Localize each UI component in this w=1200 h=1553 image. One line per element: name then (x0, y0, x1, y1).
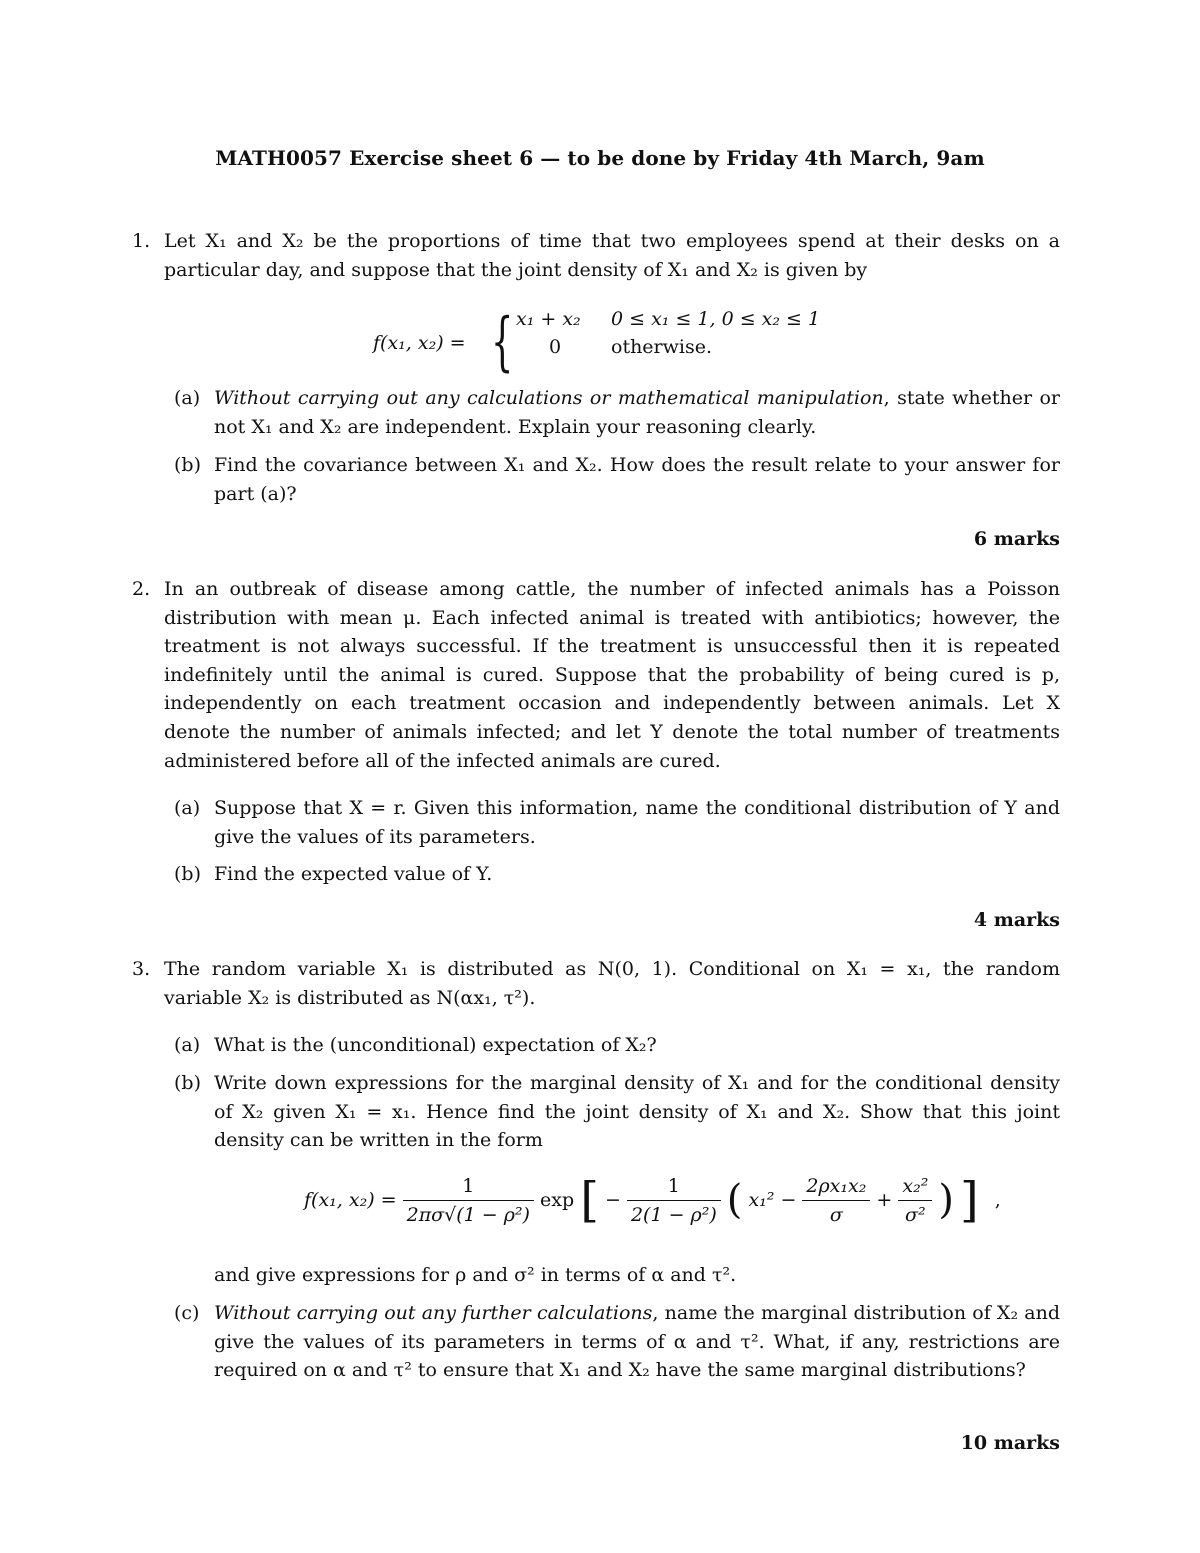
question-number: 3. (132, 958, 151, 980)
fraction-numerator: 1 (403, 1175, 534, 1201)
part-rest: , state whether or not X₁ and X₂ are independent. Explain your reasoning clearly. (214, 387, 1060, 438)
equation-lhs: f(x₁, x₂) = (304, 1189, 397, 1211)
q2-marks: 4 marks (973, 909, 1060, 931)
q3-part-c (174, 1299, 1060, 1385)
fraction-numerator: x₂² (898, 1175, 932, 1201)
part-rest: , name the marginal distribution of X₂ and give the values of its parameters in terms of α and τ². What, if any, restrictions are required on α and τ² to ensure that X₁ and X₂ have the same marginal distributions? (214, 1302, 1061, 1382)
part-text: What is the (unconditional) expectation of X₂? (214, 1034, 657, 1056)
minus-sign: − (780, 1189, 797, 1211)
equation-trailing-comma: , (994, 1189, 1001, 1211)
part-label: (b) (174, 863, 201, 885)
plus-sign: + (876, 1189, 893, 1211)
coefficient-fraction (627, 1175, 721, 1226)
q3-part-a (174, 1031, 1060, 1060)
q1-part-b (174, 451, 1060, 508)
question-2 (132, 575, 1060, 775)
part-label: (a) (174, 797, 201, 819)
exp-function: exp (540, 1189, 575, 1211)
term-x1-squared: x₁² (748, 1189, 775, 1211)
part-text (214, 1299, 1060, 1385)
question-1 (132, 227, 1060, 284)
part-label: (b) (174, 1072, 201, 1094)
fraction-denominator: σ² (905, 1203, 926, 1226)
left-brace: { (491, 305, 514, 379)
x2-term-fraction (898, 1175, 932, 1226)
q3-part-b-continuation (174, 1261, 1060, 1290)
left-bracket: [ (580, 1172, 599, 1228)
case1-condition: 0 ≤ x₁ ≤ 1, 0 ≤ x₂ ≤ 1 (611, 308, 821, 330)
question-text: In an outbreak of disease among cattle, the number of infected animals has a Poisson distribution with mean μ. Each infected animal is treated with antibiotics; however, the treatment is not always successful. If the treatment is unsuccessful then it is repeated indefinitely until the animal is cured. Suppose that the probability of being cured is p, independently on each treatment occasion and independently between animals. Let X denote the number of animals infected; and let Y denote the total number of treatments administered before all of the infected animals are cured. (164, 578, 1060, 772)
q1-part-a (174, 384, 1060, 441)
part-label: (c) (174, 1302, 200, 1324)
q1-marks: 6 marks (973, 528, 1060, 550)
q3-part-b (174, 1069, 1060, 1155)
q2-part-a (174, 794, 1060, 851)
question-number: 1. (132, 230, 151, 252)
question-number: 2. (132, 578, 151, 600)
right-bracket: ] (960, 1172, 979, 1228)
case2-condition: otherwise. (611, 336, 713, 358)
cross-term-fraction (802, 1175, 870, 1226)
left-paren: ( (726, 1177, 743, 1223)
part-emphasis: Without carrying out any further calculations (214, 1302, 653, 1324)
part-text (214, 384, 1060, 441)
right-paren: ) (938, 1177, 954, 1223)
equation-lhs: f(x₁, x₂) = (373, 332, 466, 354)
fraction-denominator: σ (829, 1203, 843, 1226)
page-title: MATH0057 Exercise sheet 6 — to be done by Friday 4th March, 9am (215, 146, 985, 170)
part-label: (a) (174, 1034, 201, 1056)
part-text: and give expressions for ρ and σ² in terms of α and τ². (214, 1264, 737, 1286)
question-text: The random variable X₁ is distributed as N(0, 1). Conditional on X₁ = x₁, the random variable X₂ is distributed as N(αx₁, τ²). (164, 958, 1060, 1009)
fraction-numerator: 2ρx₁x₂ (802, 1175, 870, 1201)
question-text: Let X₁ and X₂ be the proportions of time that two employees spend at their desks on a particular day, and suppose that the joint density of X₁ and X₂ is given by (164, 230, 1060, 281)
fraction-denominator: 2(1 − ρ²) (630, 1203, 717, 1226)
question-3 (132, 955, 1060, 1012)
part-emphasis: Without carrying out any calculations or mathematical manipulation (214, 387, 884, 409)
part-text: Write down expressions for the marginal density of X₁ and for the conditional density of X₂ given X₁ = x₁. Hence find the joint density of X₁ and X₂. Show that this joint density can be written in the form (214, 1072, 1060, 1152)
q3-joint-density-equation (304, 1172, 1001, 1228)
part-text: Find the covariance between X₁ and X₂. How does the result relate to your answer for part (a)? (214, 454, 1060, 505)
q3-marks: 10 marks (960, 1432, 1060, 1454)
minus-sign: − (604, 1189, 621, 1211)
q2-part-b (174, 860, 1060, 889)
normalising-fraction (403, 1175, 534, 1226)
part-text: Suppose that X = r. Given this information, name the conditional distribution of Y and give the values of its parameters. (214, 797, 1060, 848)
fraction-denominator: 2πσ√(1 − ρ²) (406, 1203, 530, 1226)
case1-expression: x₁ + x₂ (516, 308, 581, 330)
part-label: (a) (174, 387, 201, 409)
fraction-numerator: 1 (627, 1175, 721, 1201)
case2-expression: 0 (549, 336, 562, 358)
part-label: (b) (174, 454, 201, 476)
part-text: Find the expected value of Y. (214, 863, 493, 885)
